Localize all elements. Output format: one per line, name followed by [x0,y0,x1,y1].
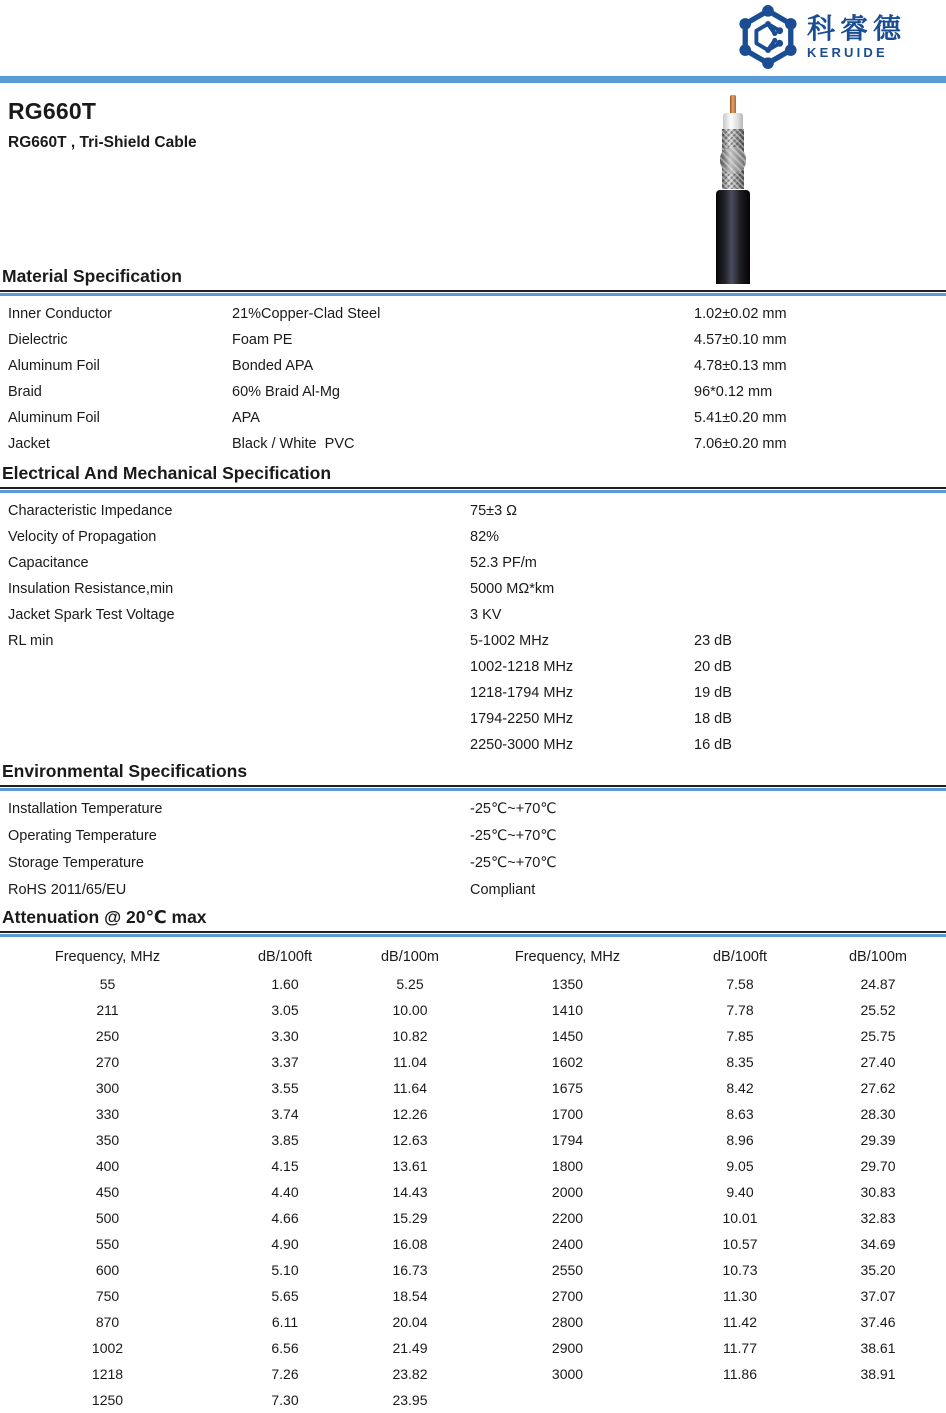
db-100m-cell: 24.87 [860,976,896,992]
db-100ft-cell: 3.05 [271,1002,299,1018]
electrical-spec-row [0,603,946,629]
frequency-cell: 2200 [551,1210,584,1226]
frequency-cell: 600 [95,1262,120,1278]
frequency-cell: 750 [95,1288,120,1304]
spec-material: Foam PE [232,332,293,348]
spec-label: Installation Temperature [8,801,163,817]
material-spec-row [0,354,946,380]
db-100ft-cell: 7.58 [726,976,754,992]
db-100m-cell: 11.04 [393,1054,427,1070]
spec-value: -25℃~+70℃ [470,855,557,871]
column-header: dB/100m [380,948,440,965]
db-100ft-cell: 11.86 [723,1366,757,1382]
db-100ft-cell: 4.15 [271,1158,299,1174]
section-environmental [0,761,946,905]
frequency-cell: 1700 [551,1106,584,1122]
keruide-logo-icon [737,6,799,68]
db-100m-cell: 23.82 [392,1366,428,1382]
db-100m-cell: 25.75 [860,1028,896,1044]
db-100m-cell: 16.73 [392,1262,428,1278]
db-100ft-cell: 8.63 [726,1106,754,1122]
return-loss-row [0,655,946,681]
spec-label: Jacket Spark Test Voltage [8,607,175,623]
spec-material: Black / White PVC [232,436,355,452]
spec-label: Aluminum Foil [8,410,100,426]
db-100ft-cell: 5.65 [271,1288,299,1304]
return-loss-value: 19 dB [694,685,732,701]
attenuation-row [0,1257,946,1283]
frequency-cell: 2400 [551,1236,584,1252]
db-100ft-cell: 8.42 [726,1080,754,1096]
attenuation-row [0,997,946,1023]
return-loss-value: 18 dB [694,711,732,727]
db-100m-cell: 16.08 [392,1236,428,1252]
frequency-cell: 1350 [551,976,584,992]
db-100m-cell: 20.04 [392,1314,428,1330]
spec-value: 5000 MΩ*km [470,581,555,597]
frequency-cell: 1250 [91,1392,124,1408]
db-100m-cell: 12.26 [392,1106,428,1122]
db-100ft-cell: 9.40 [726,1184,754,1200]
db-100m-cell: 25.52 [860,1002,896,1018]
column-header: Frequency, MHz [54,948,161,965]
material-spec-row [0,432,946,458]
attenuation-row [0,1361,946,1387]
attenuation-row [0,1023,946,1049]
db-100ft-cell: 6.56 [271,1340,299,1356]
db-100m-cell: 23.95 [392,1392,428,1408]
frequency-cell: 55 [99,976,116,992]
section-attenuation [0,907,946,1413]
spec-size: 7.06±0.20 mm [694,436,787,452]
db-100ft-cell: 7.85 [726,1028,754,1044]
cable-braid-pattern [720,147,746,173]
return-loss-row [0,733,946,759]
return-loss-row [0,707,946,733]
db-100m-cell: 5.25 [396,976,424,992]
spec-value: Compliant [470,882,536,898]
material-spec-rows [0,296,946,458]
logo-english-name: KERUIDE [806,45,888,60]
db-100m-cell: 29.70 [860,1158,896,1174]
environmental-spec-row [0,797,946,824]
db-100ft-cell: 3.74 [271,1106,299,1122]
db-100m-cell: 29.39 [860,1132,896,1148]
attenuation-row [0,1283,946,1309]
db-100ft-cell: 10.73 [722,1262,758,1278]
logo-chinese-name: 科睿德 [806,13,906,44]
frequency-cell: 2700 [551,1288,584,1304]
product-title: RG660T [8,98,97,124]
db-100ft-cell: 3.37 [271,1054,299,1070]
material-section-heading: Material Specification [0,266,946,292]
spec-material: 60% Braid Al-Mg [232,384,340,400]
attenuation-row [0,1153,946,1179]
db-100m-cell: 27.62 [860,1080,896,1096]
frequency-range: 1794-2250 MHz [470,711,574,727]
attenuation-row [0,1179,946,1205]
attenuation-row [0,1127,946,1153]
db-100ft-cell: 10.57 [722,1236,758,1252]
db-100ft-cell: 7.30 [271,1392,299,1408]
attenuation-row [0,1205,946,1231]
spec-material: APA [232,410,260,426]
spec-value: 52.3 PF/m [470,555,537,571]
header-divider-bar [0,76,946,83]
frequency-cell: 450 [95,1184,120,1200]
keruide-logo [737,6,906,68]
frequency-range: 5-1002 MHz [470,633,549,649]
frequency-cell: 2000 [551,1184,584,1200]
db-100m-cell: 13.61 [392,1158,428,1174]
return-loss-row [0,629,946,655]
spec-label: Velocity of Propagation [8,529,157,545]
attenuation-row [0,1335,946,1361]
db-100ft-cell: 11.30 [723,1288,757,1304]
db-100ft-cell: 6.11 [271,1314,299,1330]
db-100m-cell: 27.40 [860,1054,896,1070]
return-loss-row [0,681,946,707]
db-100m-cell [810,1387,946,1413]
spec-size: 4.57±0.10 mm [694,332,787,348]
spec-material: 21%Copper-Clad Steel [232,306,381,322]
spec-size: 4.78±0.13 mm [694,358,787,374]
db-100m-cell: 37.07 [860,1288,896,1304]
frequency-cell: 300 [95,1080,120,1096]
db-100ft-cell [670,1387,810,1413]
material-spec-row [0,406,946,432]
return-loss-value: 20 dB [694,659,732,675]
spec-size: 1.02±0.02 mm [694,306,787,322]
db-100ft-cell: 9.05 [726,1158,754,1174]
spec-value: -25℃~+70℃ [470,801,557,817]
db-100m-cell: 10.82 [392,1028,428,1044]
frequency-cell: 1218 [91,1366,124,1382]
db-100ft-cell: 3.85 [271,1132,299,1148]
frequency-cell: 211 [96,1002,119,1018]
frequency-cell: 3000 [551,1366,584,1382]
db-100m-cell: 34.69 [860,1236,896,1252]
spec-material: Bonded APA [232,358,314,374]
spec-label: Insulation Resistance,min [8,581,174,597]
db-100ft-cell: 8.96 [726,1132,754,1148]
spec-value: 75±3 Ω [470,503,518,519]
spec-label: Characteristic Impedance [8,503,173,519]
db-100ft-cell: 1.60 [271,976,299,992]
frequency-cell: 1410 [551,1002,584,1018]
frequency-cell: 1450 [551,1028,584,1044]
attenuation-row [0,1387,946,1413]
db-100ft-cell: 4.40 [271,1184,299,1200]
column-header: Frequency, MHz [514,948,621,965]
environmental-spec-row [0,824,946,851]
cable-jacket [716,190,750,284]
db-100ft-cell: 7.78 [726,1002,754,1018]
db-100m-cell: 12.63 [392,1132,428,1148]
spec-label: RL min [8,633,54,649]
attenuation-table [0,942,946,1413]
db-100m-cell: 38.91 [860,1366,896,1382]
spec-label: Capacitance [8,555,89,571]
frequency-range: 1218-1794 MHz [470,685,574,701]
spec-label: Braid [8,384,42,400]
db-100ft-cell: 5.10 [271,1262,299,1278]
page-header [0,0,946,76]
return-loss-value: 23 dB [694,633,732,649]
frequency-range: 1002-1218 MHz [470,659,574,675]
db-100ft-cell: 3.30 [271,1028,299,1044]
db-100ft-cell: 11.77 [723,1340,757,1356]
db-100m-cell: 10.00 [392,1002,428,1018]
attenuation-row [0,1309,946,1335]
spec-value: -25℃~+70℃ [470,828,557,844]
return-loss-value: 16 dB [694,737,732,753]
attenuation-row [0,1101,946,1127]
db-100ft-cell: 4.66 [271,1210,299,1226]
environmental-section-heading: Environmental Specifications [0,761,946,787]
db-100m-cell: 32.83 [860,1210,896,1226]
frequency-cell: 550 [95,1236,120,1252]
db-100ft-cell: 8.35 [726,1054,754,1070]
spec-value: 82% [470,529,500,545]
column-header: dB/100ft [257,948,312,965]
frequency-cell: 870 [95,1314,120,1330]
frequency-cell: 400 [95,1158,120,1174]
db-100ft-cell: 10.01 [722,1210,758,1226]
db-100m-cell: 14.43 [392,1184,428,1200]
material-spec-row [0,302,946,328]
electrical-spec-row [0,577,946,603]
db-100m-cell: 28.30 [860,1106,896,1122]
frequency-cell: 1002 [91,1340,124,1356]
environmental-spec-rows [0,791,946,905]
column-header: dB/100m [848,948,908,965]
spec-label: Dielectric [8,332,68,348]
spec-label: Storage Temperature [8,855,144,871]
frequency-cell: 270 [95,1054,120,1070]
db-100m-cell: 30.83 [860,1184,896,1200]
frequency-cell: 1800 [551,1158,584,1174]
attenuation-header-row [0,942,946,971]
db-100m-cell: 18.54 [392,1288,428,1304]
environmental-spec-row [0,851,946,878]
electrical-spec-row [0,551,946,577]
db-100m-cell: 35.20 [860,1262,896,1278]
db-100ft-cell: 3.55 [271,1080,299,1096]
electrical-section-heading: Electrical And Mechanical Specification [0,463,946,489]
section-electrical-mechanical [0,463,946,759]
section-rule [0,934,946,937]
material-spec-row [0,328,946,354]
frequency-cell [465,1387,670,1413]
db-100m-cell: 21.49 [392,1340,428,1356]
frequency-cell: 250 [95,1028,120,1044]
spec-value: 3 KV [470,607,502,623]
frequency-cell: 1602 [551,1054,584,1070]
attenuation-row [0,1231,946,1257]
db-100ft-cell: 4.90 [271,1236,299,1252]
logo-text [807,15,906,59]
spec-size: 5.41±0.20 mm [694,410,787,426]
section-material-specification [0,266,946,458]
product-subtitle: RG660T , Tri-Shield Cable [8,134,197,151]
db-100m-cell: 37.46 [860,1314,896,1330]
spec-label: Aluminum Foil [8,358,100,374]
cable-dielectric [723,113,743,130]
db-100ft-cell: 7.26 [271,1366,299,1382]
electrical-spec-rows [0,493,946,629]
spec-size: 96*0.12 mm [694,384,773,400]
frequency-cell: 1794 [551,1132,584,1148]
attenuation-row [0,1075,946,1101]
spec-label: Operating Temperature [8,828,157,844]
frequency-cell: 2900 [551,1340,584,1356]
attenuation-row [0,1049,946,1075]
db-100m-cell: 15.29 [392,1210,428,1226]
spec-label: Jacket [8,436,50,452]
attenuation-section-heading: Attenuation @ 20℃ max [0,907,946,933]
material-spec-row [0,380,946,406]
electrical-spec-row [0,499,946,525]
environmental-spec-row [0,878,946,905]
attenuation-table-body [0,971,946,1413]
column-header: dB/100ft [712,948,767,965]
frequency-cell: 2800 [551,1314,584,1330]
frequency-cell: 500 [95,1210,120,1226]
spec-label: Inner Conductor [8,306,112,322]
frequency-range: 2250-3000 MHz [470,737,574,753]
db-100m-cell: 38.61 [860,1340,896,1356]
frequency-cell: 350 [95,1132,120,1148]
frequency-cell: 1675 [551,1080,584,1096]
db-100m-cell: 11.64 [393,1080,427,1096]
return-loss-rows [0,629,946,759]
cable-product-image [714,95,752,284]
frequency-cell: 330 [95,1106,120,1122]
frequency-cell: 2550 [551,1262,584,1278]
attenuation-row [0,971,946,997]
db-100ft-cell: 11.42 [723,1314,757,1330]
spec-label: RoHS 2011/65/EU [8,882,127,898]
electrical-spec-row [0,525,946,551]
